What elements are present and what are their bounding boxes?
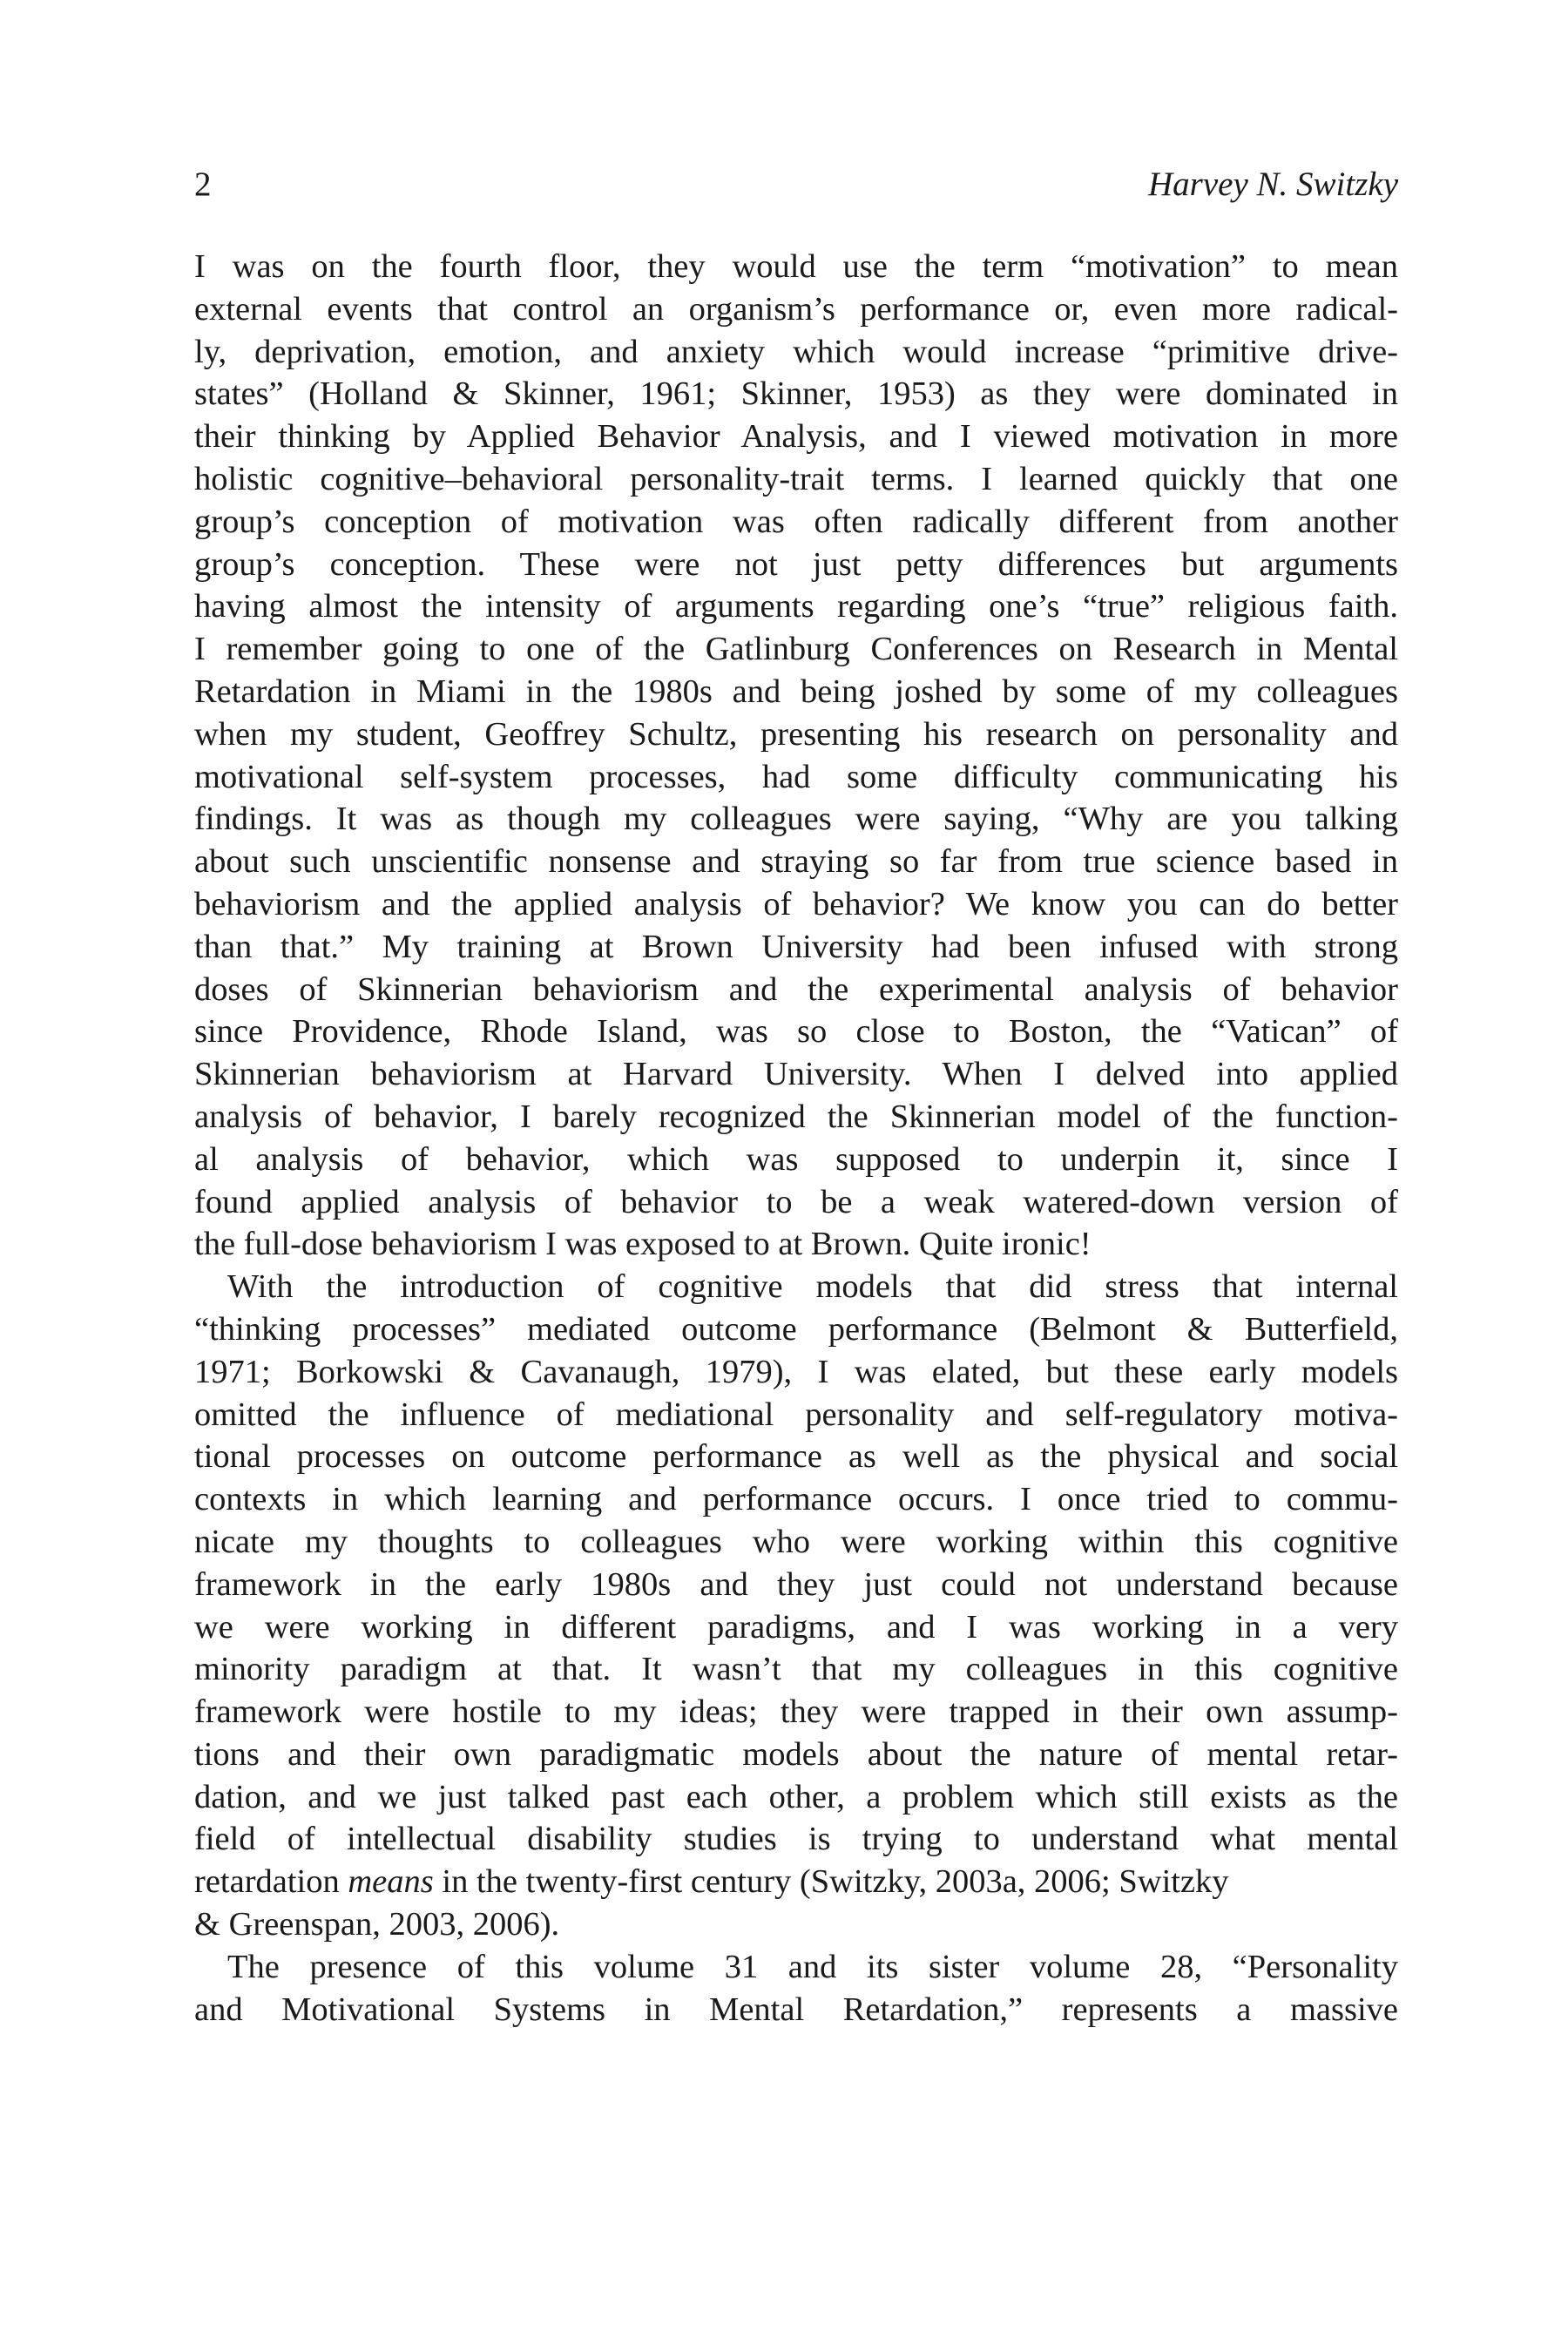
text-line: when my student, Geoffrey Schultz, presenting his research on personality and: [194, 715, 1398, 753]
text-line: 1971; Borkowski & Cavanaugh, 1979), I was elated, but these early models: [194, 1353, 1398, 1390]
text-line: field of intellectual disability studies is trying to understand what mental: [194, 1821, 1398, 1858]
text-run: in the twenty-first century (Switzky, 2003a, 2006; Switzky: [433, 1863, 1229, 1901]
text-line: omitted the influence of mediational personality and self-regulatory motiva-: [194, 1396, 1398, 1433]
text-line: the full-dose behaviorism I was exposed to at Brown. Quite ironic!: [194, 1226, 1092, 1263]
text-line: Retardation in Miami in the 1980s and being joshed by some of my colleagues: [194, 672, 1398, 710]
text-line: their thinking by Applied Behavior Analysis, and I viewed motivation in more: [194, 418, 1398, 456]
text-line: found applied analysis of behavior to be a weak watered-down version of: [194, 1183, 1398, 1220]
text-line: than that.” My training at Brown University had been infused with strong: [194, 928, 1398, 965]
italic-emphasis: means: [348, 1863, 434, 1901]
text-line: minority paradigm at that. It wasn’t that my colleagues in this cognitive: [194, 1651, 1398, 1688]
text-line: holistic cognitive–behavioral personality-trait terms. I learned quickly that one: [194, 460, 1398, 497]
text-line: motivational self-system processes, had some difficulty communicating his: [194, 758, 1398, 795]
running-head: [194, 160, 1398, 209]
text-line: we were working in different paradigms, and I was working in a very: [194, 1608, 1398, 1646]
text-line: tional processes on outcome performance as well as the physical and social: [194, 1438, 1398, 1476]
text-line: The presence of this volume 31 and its sister volume 28, “Personality: [227, 1948, 1398, 1985]
text-line: doses of Skinnerian behaviorism and the experimental analysis of behavior: [194, 970, 1398, 1008]
text-line: With the introduction of cognitive models that did stress that internal: [227, 1268, 1398, 1306]
text-line: “thinking processes” mediated outcome performance (Belmont & Butterfield,: [194, 1310, 1398, 1348]
text-line: analysis of behavior, I barely recognized the Skinnerian model of the function-: [194, 1098, 1398, 1135]
text-line-mixed: [194, 1861, 1398, 1903]
text-line: ly, deprivation, emotion, and anxiety which would increase “primitive drive-: [194, 333, 1398, 370]
text-line: since Providence, Rhode Island, was so close to Boston, the “Vatican” of: [194, 1013, 1398, 1051]
text-line: framework in the early 1980s and they just could not understand because: [194, 1565, 1398, 1603]
text-line: I remember going to one of the Gatlinburg Conferences on Research in Mental: [194, 631, 1398, 668]
text-line: external events that control an organism’s performance or, even more radical-: [194, 290, 1398, 328]
text-line: states” (Holland & Skinner, 1961; Skinner, 1953) as they were dominated in: [194, 375, 1398, 413]
text-line: I was on the fourth floor, they would use the term “motivation” to mean: [194, 248, 1398, 285]
text-line: & Greenspan, 2003, 2006).: [194, 1906, 560, 1943]
text-line: about such unscientific nonsense and straying so far from true science based in: [194, 843, 1398, 881]
text-line: nicate my thoughts to colleagues who were working within this cognitive: [194, 1523, 1398, 1560]
text-run: retardation: [194, 1863, 348, 1901]
running-title: Harvey N. Switzky: [1147, 166, 1398, 203]
text-line: findings. It was as though my colleagues were saying, “Why are you talking: [194, 801, 1398, 838]
text-line: contexts in which learning and performance occurs. I once tried to commu-: [194, 1481, 1398, 1518]
text-line: Skinnerian behaviorism at Harvard University. When I delved into applied: [194, 1056, 1398, 1093]
text-line: dation, and we just talked past each other, a problem which still exists as the: [194, 1778, 1398, 1815]
text-line: group’s conception. These were not just petty differences but arguments: [194, 545, 1398, 583]
text-line: group’s conception of motivation was often radically different from another: [194, 503, 1398, 540]
text-line: al analysis of behavior, which was supposed to underpin it, since I: [194, 1140, 1398, 1178]
page-number: 2: [194, 166, 212, 203]
text-line: and Motivational Systems in Mental Retardation,” represents a massive: [194, 1990, 1398, 2028]
text-line: having almost the intensity of arguments regarding one’s “true” religious faith.: [194, 588, 1398, 625]
text-line: tions and their own paradigmatic models about the nature of mental retar-: [194, 1735, 1398, 1773]
text-line: framework were hostile to my ideas; they were trapped in their own assump-: [194, 1693, 1398, 1731]
text-line: behaviorism and the applied analysis of behavior? We know you can do better: [194, 885, 1398, 923]
body-text: [194, 246, 1398, 2031]
